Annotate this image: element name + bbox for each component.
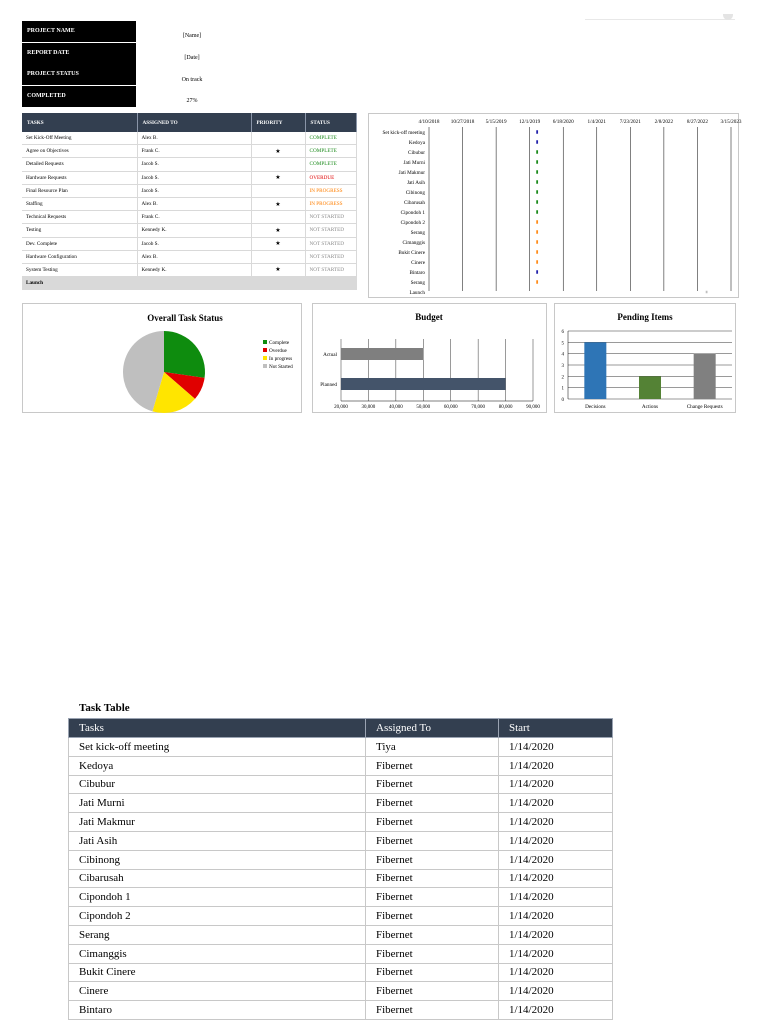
task-table-row[interactable] xyxy=(69,888,613,907)
report-date-label: REPORT DATE xyxy=(22,43,136,64)
priority-cell xyxy=(251,132,305,145)
pending-y-tick-label: 6 xyxy=(561,330,564,335)
gantt-category-label: Cipondoh 2 xyxy=(400,220,425,226)
gantt-task-marker xyxy=(536,270,538,274)
status-cell: IN PROGRESS xyxy=(305,197,356,210)
pending-category-label: Actions xyxy=(641,404,659,410)
task-name-cell: Testing xyxy=(22,224,137,237)
launch-row[interactable] xyxy=(22,277,356,290)
task-row[interactable] xyxy=(22,250,356,263)
budget-x-tick-label: 50,000 xyxy=(416,405,431,410)
pie-chart-panel xyxy=(22,303,302,413)
tt-task-cell: Cibubur xyxy=(69,775,366,794)
tt-start-cell: 1/14/2020 xyxy=(499,738,613,757)
tt-assigned-cell: Fibernet xyxy=(366,813,499,832)
tt-assigned-cell: Fibernet xyxy=(366,982,499,1001)
status-cell: COMPLETE xyxy=(305,158,356,171)
task-name-cell: Hardware Requests xyxy=(22,171,137,184)
task-table-row[interactable] xyxy=(69,775,613,794)
tt-assigned-cell: Fibernet xyxy=(366,831,499,850)
task-table-row[interactable] xyxy=(69,831,613,850)
priority-cell: ★ xyxy=(251,224,305,237)
gantt-task-marker xyxy=(536,210,538,214)
assigned-cell: Alex B. xyxy=(137,197,251,210)
pending-bar xyxy=(694,354,716,399)
budget-category-label: Actual xyxy=(323,352,337,358)
gantt-x-tick-label: 8/27/2022 xyxy=(686,119,708,125)
tt-start-cell: 1/14/2020 xyxy=(499,831,613,850)
task-table-row[interactable] xyxy=(69,850,613,869)
tt-start-cell: 1/14/2020 xyxy=(499,907,613,926)
priority-cell: ★ xyxy=(251,145,305,158)
gantt-task-marker xyxy=(536,260,538,264)
task-row[interactable] xyxy=(22,145,356,158)
assigned-header: ASSIGNED TO xyxy=(137,113,251,132)
gantt-x-tick-label: 4/10/2018 xyxy=(418,119,440,125)
project-status-value: On track xyxy=(181,77,203,83)
gantt-category-label: Kedoya xyxy=(408,140,425,146)
task-row[interactable] xyxy=(22,184,356,197)
pending-bar xyxy=(584,342,606,399)
gantt-x-tick-label: 12/1/2019 xyxy=(519,119,541,125)
gantt-task-marker xyxy=(536,180,538,184)
gantt-task-marker xyxy=(536,130,538,134)
tt-task-cell: Cibarusah xyxy=(69,869,366,888)
assigned-cell: Alex B. xyxy=(137,250,251,263)
gantt-category-label: Cinere xyxy=(411,260,425,266)
priority-cell: ★ xyxy=(251,237,305,250)
tt-task-cell: Cipondoh 2 xyxy=(69,907,366,926)
task-row[interactable] xyxy=(22,224,356,237)
gantt-x-tick-label: 6/18/2020 xyxy=(552,119,574,125)
priority-cell xyxy=(251,184,305,197)
budget-x-tick-label: 90,000 xyxy=(526,405,540,410)
pie-legend-swatch xyxy=(263,340,267,344)
status-cell: NOT STARTED xyxy=(305,237,356,250)
tt-assigned-cell: Fibernet xyxy=(366,794,499,813)
pie-chart-title: Overall Task Status xyxy=(147,313,223,323)
tt-task-cell: Cibinong xyxy=(69,850,366,869)
priority-cell: ★ xyxy=(251,263,305,276)
budget-category-label: Planned xyxy=(320,382,337,388)
tt-task-cell: Cimanggis xyxy=(69,944,366,963)
task-table-title: Task Table xyxy=(79,702,130,714)
pie-legend-swatch xyxy=(263,348,267,352)
tt-task-cell: Cipondoh 1 xyxy=(69,888,366,907)
task-table-row[interactable] xyxy=(69,813,613,832)
task-table-row[interactable] xyxy=(69,944,613,963)
tt-start-cell: 1/14/2020 xyxy=(499,813,613,832)
pending-y-tick-label: 2 xyxy=(561,375,564,381)
task-row[interactable] xyxy=(22,197,356,210)
task-table xyxy=(68,718,613,1020)
project-status-label: PROJECT STATUS xyxy=(22,64,136,85)
gantt-task-marker xyxy=(536,240,538,244)
gantt-category-label: Jati Asih xyxy=(406,180,425,186)
priority-cell: ★ xyxy=(251,197,305,210)
tt-start-header: Start xyxy=(499,719,613,738)
gantt-task-marker xyxy=(536,140,538,144)
pending-y-tick-label: 4 xyxy=(561,352,564,358)
task-name-cell: Final Resource Plan xyxy=(22,184,137,197)
gantt-x-tick-label: 3/15/2023 xyxy=(720,119,742,125)
assigned-cell: Jacob S. xyxy=(137,237,251,250)
priority-cell xyxy=(251,158,305,171)
assigned-cell: Kennedy K. xyxy=(137,224,251,237)
gantt-category-label: Cimanggis xyxy=(402,240,425,246)
status-cell: NOT STARTED xyxy=(305,224,356,237)
tt-start-cell: 1/14/2020 xyxy=(499,982,613,1001)
assigned-cell: Kennedy K. xyxy=(137,263,251,276)
priority-header: PRIORITY xyxy=(251,113,305,132)
tt-start-cell: 1/14/2020 xyxy=(499,963,613,982)
pending-y-tick-label: 5 xyxy=(561,341,564,347)
tt-assigned-header: Assigned To xyxy=(366,719,499,738)
launch-label: Launch xyxy=(22,277,137,290)
tt-start-cell: 1/14/2020 xyxy=(499,850,613,869)
task-table-row[interactable] xyxy=(69,794,613,813)
tt-task-cell: Jati Murni xyxy=(69,794,366,813)
budget-x-tick-label: 40,000 xyxy=(388,405,403,410)
tt-start-cell: 1/14/2020 xyxy=(499,869,613,888)
status-header: STATUS xyxy=(305,113,356,132)
gantt-category-label: Jati Murni xyxy=(403,160,425,166)
assigned-cell: Frank C. xyxy=(137,211,251,224)
budget-x-tick-label: 30,000 xyxy=(361,405,376,410)
gantt-chart-panel xyxy=(368,113,742,298)
task-table-row[interactable] xyxy=(69,963,613,982)
assigned-cell: Frank C. xyxy=(137,145,251,158)
gantt-task-marker xyxy=(536,160,538,164)
assigned-cell: Jacob S. xyxy=(137,171,251,184)
task-row[interactable] xyxy=(22,171,356,184)
task-table-row[interactable] xyxy=(69,1001,613,1020)
gantt-category-label: Set kick-off meeting xyxy=(382,130,425,136)
gantt-task-marker xyxy=(536,190,538,194)
task-name-cell: Agree on Objectives xyxy=(22,145,137,158)
tt-assigned-cell: Fibernet xyxy=(366,850,499,869)
task-table-row[interactable] xyxy=(69,925,613,944)
tt-task-cell: Bukit Cinere xyxy=(69,963,366,982)
tt-task-cell: Kedoya xyxy=(69,756,366,775)
completed-value: 27% xyxy=(186,98,198,104)
gantt-category-label: Jati Makmur xyxy=(398,170,425,176)
gantt-task-marker xyxy=(536,150,538,154)
task-name-cell: Detailed Requests xyxy=(22,158,137,171)
task-name-cell: Staffing xyxy=(22,197,137,210)
pending-category-label: Decisions xyxy=(585,404,606,410)
task-table-row[interactable] xyxy=(69,907,613,926)
gantt-category-label: Serang xyxy=(410,230,425,236)
tt-tasks-header: Tasks xyxy=(69,719,366,738)
tt-start-cell: 1/14/2020 xyxy=(499,1001,613,1020)
tt-task-cell: Set kick-off meeting xyxy=(69,738,366,757)
assigned-cell: Jacob S. xyxy=(137,184,251,197)
gantt-x-tick-label: 2/8/2022 xyxy=(654,119,674,125)
pending-y-tick-label: 1 xyxy=(561,386,564,392)
gantt-task-marker xyxy=(536,220,538,224)
gantt-category-label: Cibinong xyxy=(405,190,425,196)
tt-assigned-cell: Fibernet xyxy=(366,925,499,944)
tt-assigned-cell: Fibernet xyxy=(366,907,499,926)
gantt-x-tick-label: 1/4/2021 xyxy=(587,119,607,125)
tt-start-cell: 1/14/2020 xyxy=(499,794,613,813)
tt-task-cell: Jati Asih xyxy=(69,831,366,850)
tt-task-cell: Cinere xyxy=(69,982,366,1001)
task-name-cell: Set Kick-Off Meeting xyxy=(22,132,137,145)
tt-assigned-cell: Fibernet xyxy=(366,869,499,888)
status-cell: COMPLETE xyxy=(305,132,356,145)
priority-cell xyxy=(251,250,305,263)
completed-label: COMPLETED xyxy=(22,86,136,107)
gantt-x-tick-label: 10/27/2018 xyxy=(450,119,475,125)
gantt-category-label: Cibubur xyxy=(407,150,425,156)
budget-bar xyxy=(341,348,423,360)
gantt-category-label: Bintaro xyxy=(409,270,425,276)
task-row[interactable] xyxy=(22,158,356,171)
gantt-task-marker xyxy=(536,280,538,284)
status-cell: NOT STARTED xyxy=(305,263,356,276)
gantt-category-label: Cipondoh 1 xyxy=(400,210,425,216)
pending-category-label: Change Requests xyxy=(686,404,723,410)
pie-legend-label: In progress xyxy=(269,356,293,362)
gantt-task-marker xyxy=(706,291,708,294)
budget-chart-title: Budget xyxy=(415,312,443,322)
tt-assigned-cell: Fibernet xyxy=(366,944,499,963)
pie-legend-label: Not Started xyxy=(269,364,293,370)
task-table-row[interactable] xyxy=(69,756,613,775)
tt-assigned-cell: Tiya xyxy=(366,738,499,757)
task-name-cell: Dev. Complete xyxy=(22,237,137,250)
task-row[interactable] xyxy=(22,237,356,250)
tt-start-cell: 1/14/2020 xyxy=(499,775,613,794)
gantt-task-marker xyxy=(536,250,538,254)
pending-chart-panel xyxy=(554,303,736,413)
task-row[interactable] xyxy=(22,211,356,224)
tt-assigned-cell: Fibernet xyxy=(366,888,499,907)
project-name-value: [Name] xyxy=(182,33,202,39)
budget-chart-panel xyxy=(312,303,547,413)
pending-bar xyxy=(639,376,661,399)
gantt-category-label: Serang xyxy=(410,280,425,286)
budget-chart xyxy=(313,304,546,412)
gantt-task-marker xyxy=(536,230,538,234)
task-table-row[interactable] xyxy=(69,738,613,757)
task-row[interactable] xyxy=(22,132,356,145)
budget-x-tick-label: 70,000 xyxy=(471,405,486,410)
tt-start-cell: 1/14/2020 xyxy=(499,756,613,775)
gantt-category-label: Cibarusah xyxy=(403,200,425,206)
pie-chart xyxy=(23,304,301,412)
status-cell: IN PROGRESS xyxy=(305,184,356,197)
tasks-header: TASKS xyxy=(22,113,137,132)
task-name-cell: Technical Requests xyxy=(22,211,137,224)
pie-legend-label: Complete xyxy=(269,340,290,346)
gantt-x-tick-label: 5/15/2019 xyxy=(485,119,507,125)
tt-assigned-cell: Fibernet xyxy=(366,756,499,775)
gantt-category-label: Bukit Cinere xyxy=(398,250,425,256)
budget-bar xyxy=(341,378,506,390)
assigned-cell: Alex B. xyxy=(137,132,251,145)
tt-start-cell: 1/14/2020 xyxy=(499,944,613,963)
tt-assigned-cell: Fibernet xyxy=(366,1001,499,1020)
budget-x-tick-label: 60,000 xyxy=(443,405,458,410)
budget-x-tick-label: 20,000 xyxy=(334,405,348,410)
status-cell: COMPLETE xyxy=(305,145,356,158)
gantt-chart xyxy=(369,114,742,297)
tt-assigned-cell: Fibernet xyxy=(366,963,499,982)
tt-start-cell: 1/14/2020 xyxy=(499,888,613,907)
pending-chart-title: Pending Items xyxy=(617,312,673,322)
tt-assigned-cell: Fibernet xyxy=(366,775,499,794)
pending-items-chart xyxy=(555,304,735,412)
gantt-x-tick-label: 7/23/2021 xyxy=(619,119,641,125)
status-cell: OVERDUE xyxy=(305,171,356,184)
budget-x-tick-label: 80,000 xyxy=(498,405,513,410)
pie-slice xyxy=(164,331,205,378)
assigned-cell: Jacob S. xyxy=(137,158,251,171)
priority-cell xyxy=(251,211,305,224)
pie-legend-swatch xyxy=(263,364,267,368)
launch-empty-cell xyxy=(305,277,356,290)
gantt-task-marker xyxy=(536,200,538,204)
top-rule xyxy=(585,19,735,20)
pie-legend-label: Overdue xyxy=(269,348,287,354)
task-row[interactable] xyxy=(22,263,356,276)
task-table-row[interactable] xyxy=(69,869,613,888)
pie-legend-swatch xyxy=(263,356,267,360)
tt-task-cell: Jati Makmur xyxy=(69,813,366,832)
launch-empty-cell xyxy=(137,277,251,290)
priority-cell: ★ xyxy=(251,171,305,184)
project-name-label: PROJECT NAME xyxy=(22,21,136,42)
gantt-category-label: Launch xyxy=(409,290,425,296)
pending-y-tick-label: 0 xyxy=(561,398,564,403)
tasks-table xyxy=(22,113,357,290)
status-cell: NOT STARTED xyxy=(305,250,356,263)
pending-y-tick-label: 3 xyxy=(561,364,564,369)
tt-task-cell: Bintaro xyxy=(69,1001,366,1020)
task-name-cell: Hardware Configuration xyxy=(22,250,137,263)
status-cell: NOT STARTED xyxy=(305,211,356,224)
tt-start-cell: 1/14/2020 xyxy=(499,925,613,944)
tt-task-cell: Serang xyxy=(69,925,366,944)
task-name-cell: System Testing xyxy=(22,263,137,276)
report-date-value: [Date] xyxy=(184,55,200,61)
launch-empty-cell xyxy=(251,277,305,290)
task-table-row[interactable] xyxy=(69,982,613,1001)
gantt-task-marker xyxy=(536,170,538,174)
